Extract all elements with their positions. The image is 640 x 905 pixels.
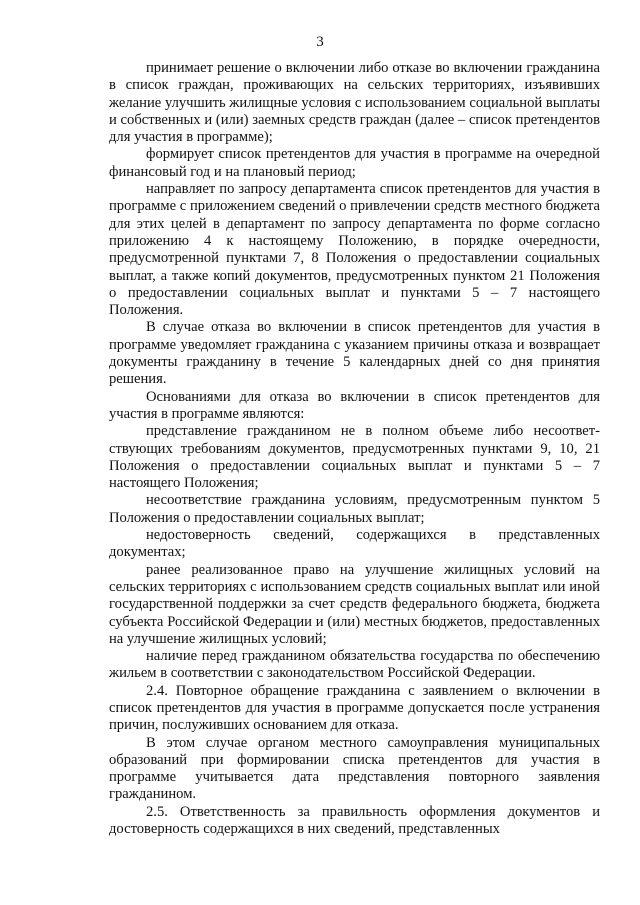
paragraph-ground-realized-right: ранее реализованное право на улучшение жилищных условий на сельских территориях с использованием средств социальных выплат или иной государственной поддержки за счет средств федерального бюджета, бюджета субъекта Российской Федерации и (или) местных бюджетов, предоставленных на улучшение жилищных условий; [109,561,600,647]
paragraph-sends-list: направляет по запросу департамента список претендентов для участия в программе с приложением сведений о привлечении средств местного бюджета для этих целей в департамент по запросу департамента по форме согласно приложению 4 к настоящему Положению, в порядке очередности, предусмотренной пунктами 7, 8 Положения о предоставлении социальных выплат, а также копий документов, предусмотренных пунктом 21 Положения о предоставлении социальных выплат и пунктами 5 – 7 настоящего Положения. [109,181,600,319]
paragraph-section-2-4: 2.4. Повторное обращение гражданина с заявлением о включении в список претендентов для участия в программе допускается после устранения причин, послуживших основанием для отказа. [109,682,600,734]
paragraph-section-2-5: 2.5. Ответственность за правильность оформления документов и достоверность содержащихся в них сведений, представленных [109,803,600,838]
document-body [109,60,600,838]
paragraph-repeat-application-date: В этом случае органом местного самоуправления муниципальных образований при формировании списка претендентов для участия в программе учитывается дата представления повторного заявления гражданином. [109,734,600,803]
paragraph-refusal-grounds: Основаниями для отказа во включении в список претендентов для участия в программе являются: [109,388,600,422]
paragraph-ground-documents: представление гражданином не в полном объеме либо несоответствующих требованиям документов, предусмотренных пунктами 9, 10, 21 Положения о предоставлении социальных выплат и пунктами 5 – 7 настоящего Положения; [109,423,600,492]
paragraph-forms-list: формирует список претендентов для участия в программе на очередной финансовый год и на плановый период; [109,146,600,180]
paragraph-refusal-notice: В случае отказа во включении в список претендентов для участия в программе уведомляет гражданина с указанием причины отказа и возвращает документы гражданину в течение 5 календарных дней со дня принятия решения. [109,319,600,388]
paragraph-ground-state-obligation: наличие перед гражданином обязательства государства по обеспечению жильем в соответствии с законодательством Российской Федерации. [109,648,600,682]
paragraph-ground-unreliable: недостоверность сведений, содержащихся в представленных документах; [109,527,600,561]
paragraph-ground-conditions: несоответствие гражданина условиям, предусмотренным пунктом 5 Положения о предоставлении социальных выплат; [109,492,600,526]
paragraph-decision: принимает решение о включении либо отказе во включении гражданина в список граждан, проживающих на сельских территориях, изъявивших желание улучшить жилищные условия с использованием социальной выплаты и собственных и (или) заемных средств граждан (далее – список претендентов для участия в программе); [109,60,600,146]
page-number: 3 [316,34,324,50]
